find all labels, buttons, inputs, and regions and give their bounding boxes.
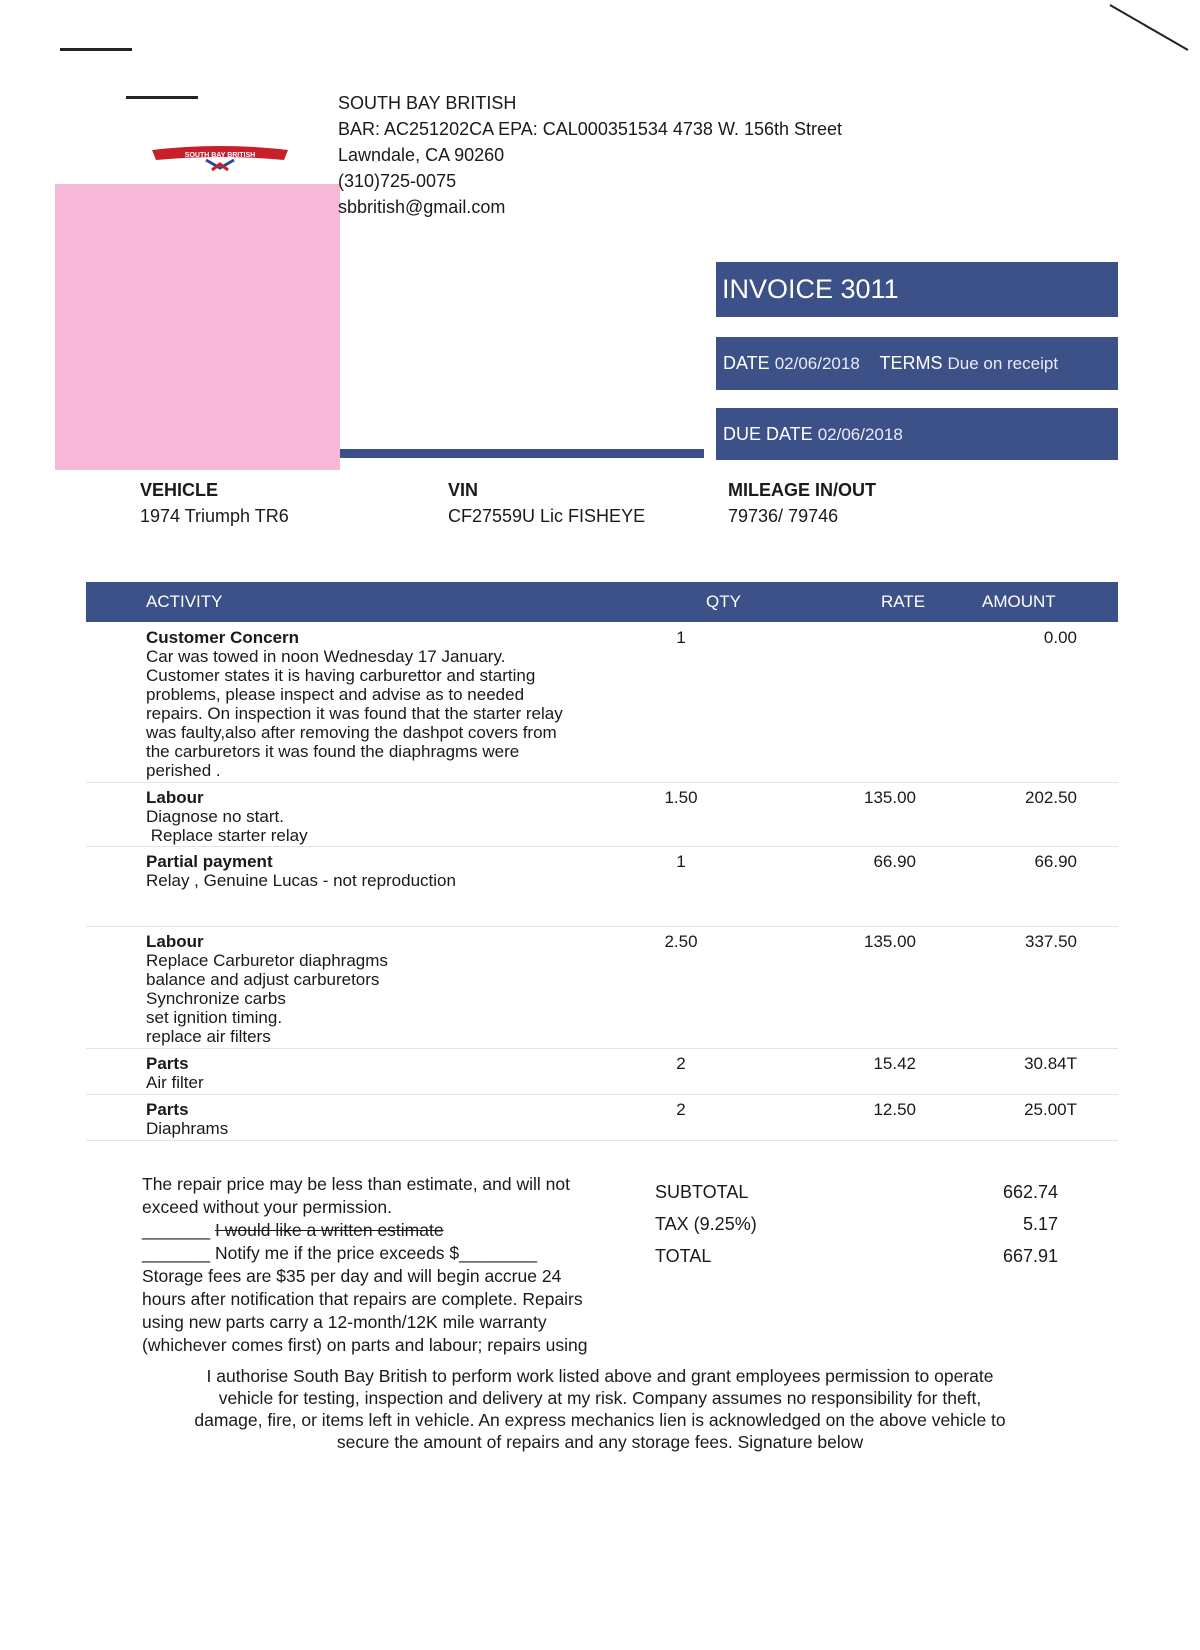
header-activity: ACTIVITY [146, 592, 223, 611]
invoice-title: INVOICE 3011 [716, 262, 1118, 317]
row-qty: 2 [676, 1100, 686, 1119]
vin-value: CF27559U Lic FISHEYE [448, 506, 646, 526]
subtotal-label: SUBTOTAL [655, 1182, 749, 1202]
mileage-label: MILEAGE IN/OUT [728, 480, 876, 500]
tax-value: 5.17 [1022, 1214, 1058, 1234]
row-description [146, 932, 626, 1046]
terms-line: Storage fees are $35 per day and will begin accrue 24 [142, 1266, 562, 1286]
authorization-line: secure the amount of repairs and any storage fees. Signature below [336, 1432, 864, 1452]
invoice-date-bar [716, 337, 1118, 390]
row-qty: 2.50 [664, 932, 698, 951]
row-line: Diagnose no start. [146, 807, 284, 826]
invoice-due-bar [716, 408, 1118, 460]
total-row [655, 1240, 1058, 1272]
vehicle-value: 1974 Triumph TR6 [140, 506, 289, 526]
row-title: Labour [146, 932, 204, 951]
row-line: Customer states it is having carburettor and starting [146, 666, 536, 685]
total-value: 667.91 [1002, 1246, 1058, 1266]
company-city: Lawndale, CA 90260 [338, 145, 505, 165]
row-description [146, 1054, 626, 1092]
row-line: perished . [146, 761, 221, 780]
header-rate: RATE [881, 592, 926, 611]
row-line: balance and adjust carburetors [146, 970, 380, 989]
logo-text: SOUTH BAY BRITISH [184, 152, 256, 159]
notify-option-text: Notify me if the price exceeds $________ [215, 1243, 538, 1263]
row-line: Replace starter relay [146, 826, 308, 845]
terms-line: (whichever comes first) on parts and labour; repairs using [142, 1335, 588, 1355]
notify-blank[interactable]: _______ [142, 1243, 211, 1263]
terms-label: TERMS [879, 353, 943, 373]
total-label: TOTAL [655, 1246, 712, 1266]
table-row [86, 846, 1118, 927]
authorization-line: vehicle for testing, inspection and delivery at my risk. Company assumes no responsibility for theft, [218, 1388, 982, 1408]
row-rate: 66.90 [873, 852, 916, 871]
row-line: Air filter [146, 1073, 204, 1092]
row-line: set ignition timing. [146, 1008, 283, 1027]
vehicle-label: VEHICLE [140, 480, 219, 500]
terms-block [142, 1173, 662, 1357]
row-line: Car was towed in noon Wednesday 17 January. [146, 647, 506, 666]
row-title: Labour [146, 788, 204, 807]
row-line: Synchronize carbs [146, 989, 286, 1008]
subtotal-row [655, 1176, 1058, 1208]
terms-line: The repair price may be less than estimate, and will not [142, 1174, 570, 1194]
totals-block [655, 1176, 1058, 1272]
row-line: problems, please inspect and advise as to needed [146, 685, 525, 704]
scan-mark-top [60, 48, 132, 51]
mileage-value: 79736/ 79746 [728, 506, 839, 526]
row-line: repairs. On inspection it was found that the starter relay [146, 704, 563, 723]
row-title: Parts [146, 1100, 189, 1119]
row-amount: 30.84T [1024, 1054, 1077, 1073]
billing-underline-bar [340, 449, 704, 458]
row-rate: 135.00 [864, 932, 916, 951]
tax-label: TAX (9.25%) [655, 1214, 757, 1234]
table-row [86, 1094, 1118, 1141]
sticky-note-redaction [55, 184, 340, 470]
terms-line: exceed without your permission. [142, 1197, 392, 1217]
row-amount: 66.90 [1034, 852, 1077, 871]
row-qty: 2 [676, 1054, 686, 1073]
row-qty: 1 [676, 628, 686, 647]
mileage-block [728, 477, 876, 529]
subtotal-value: 662.74 [1002, 1182, 1058, 1202]
row-description [146, 852, 626, 890]
row-title: Customer Concern [146, 628, 300, 647]
row-title: Partial payment [146, 852, 273, 871]
header-amount: AMOUNT [982, 592, 1056, 611]
header-qty: QTY [706, 592, 741, 611]
estimate-option-text: I would like a written estimate [215, 1220, 444, 1240]
row-line: the carburetors it was found the diaphragms were [146, 742, 520, 761]
row-qty: 1 [676, 852, 686, 871]
row-line: Relay , Genuine Lucas - not reproduction [146, 871, 456, 890]
authorization-line: I authorise South Bay British to perform work listed above and grant employees permission to operate [206, 1366, 994, 1386]
date-label: DATE [723, 353, 770, 373]
vin-block [448, 477, 645, 529]
table-row [86, 1048, 1118, 1095]
company-phone: (310)725-0075 [338, 171, 457, 191]
row-rate: 15.42 [873, 1054, 916, 1073]
row-line: Diaphrams [146, 1119, 229, 1138]
terms-line: hours after notification that repairs are complete. Repairs [142, 1289, 583, 1309]
company-name: SOUTH BAY BRITISH [338, 93, 517, 113]
row-amount: 337.50 [1025, 932, 1077, 951]
row-rate: 135.00 [864, 788, 916, 807]
row-description [146, 1100, 626, 1138]
notify-option [142, 1242, 662, 1265]
row-rate: 12.50 [873, 1100, 916, 1119]
row-amount: 25.00T [1024, 1100, 1077, 1119]
table-header [86, 582, 1118, 622]
company-logo [150, 140, 290, 176]
scan-mark-logo [126, 96, 198, 99]
due-date-value: 02/06/2018 [817, 425, 903, 444]
row-description [146, 788, 626, 845]
terms-value: Due on receipt [947, 354, 1059, 373]
vin-label: VIN [448, 480, 479, 500]
row-amount: 202.50 [1025, 788, 1077, 807]
terms-line: using new parts carry a 12-month/12K mile warranty [142, 1312, 547, 1332]
row-line: was faulty,also after removing the dashpot covers from [146, 723, 557, 742]
row-description [146, 628, 626, 780]
row-qty: 1.50 [664, 788, 698, 807]
date-value: 02/06/2018 [774, 354, 860, 373]
row-amount: 0.00 [1043, 628, 1077, 647]
authorization-line: damage, fire, or items left in vehicle. An express mechanics lien is acknowledged on the above vehicle to [194, 1410, 1006, 1430]
estimate-option [142, 1219, 662, 1242]
company-info [338, 90, 842, 220]
company-email: sbbritish@gmail.com [338, 197, 506, 217]
authorization-text [140, 1365, 1060, 1453]
scan-mark-corner [1110, 4, 1189, 51]
row-line: replace air filters [146, 1027, 271, 1046]
table-row [86, 782, 1118, 847]
row-title: Parts [146, 1054, 189, 1073]
table-row [86, 926, 1118, 1049]
company-registration: BAR: AC251202CA EPA: CAL000351534 4738 W. 156th Street [338, 119, 843, 139]
estimate-blank[interactable]: _______ [142, 1220, 211, 1240]
due-date-label: DUE DATE [723, 424, 813, 444]
row-line: Replace Carburetor diaphragms [146, 951, 388, 970]
table-row [86, 622, 1118, 783]
vehicle-block [140, 477, 289, 529]
tax-row [655, 1208, 1058, 1240]
